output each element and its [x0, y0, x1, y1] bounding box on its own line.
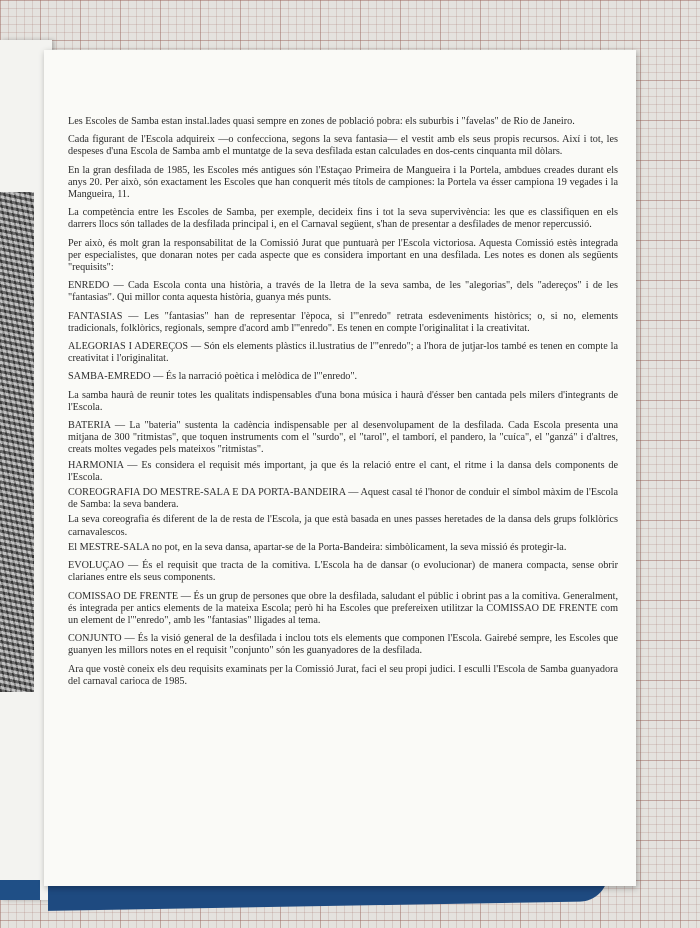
- paragraph: En la gran desfilada de 1985, les Escoles més antigues són l'Estaçao Primeira de Mangueira i la Portela, ambdues creades durant els anys 20. Per això, són exactament les Escoles que han conquerit més títols de campiones: la Portela va ésser campiona 19 vegades i la Mangueira, 11.: [68, 164, 618, 201]
- paragraph: Per això, és molt gran la responsabilitat de la Comissió Jurat que puntuarà per l'Escola victoriosa. Aquesta Comissió estès integrada per especialistes, que donaran notes per cada aspecte que es considera important en una desfilada. Les notes es donen als següents "requisits":: [68, 237, 618, 274]
- requisit-harmonia: HARMONIA — Es considera el requisit més important, ja que és la relació entre el cant, el ritme i la dansa dels components de l'Escola.: [68, 459, 618, 483]
- document-page: [44, 50, 636, 886]
- paragraph: La competència entre les Escoles de Samba, per exemple, decideix fins i tot la seva supervivència: les que es classifiquen en els darrers llocs són tallades de la desfilada principal i, en el Carnaval següent, s'han de presentar a desfilades de menor repercussió.: [68, 207, 618, 231]
- paragraph: La seva coreografia és diferent de la de resta de l'Escola, ja que està basada en unes passes heretades de la dansa dels grups folklòrics carnavalescos.: [68, 514, 618, 538]
- paragraph: Les Escoles de Samba estan instal.lades quasi sempre en zones de població pobra: els suburbis i "favelas" de Rio de Janeiro.: [68, 116, 575, 127]
- paragraph: El MESTRE-SALA no pot, en la seva dansa, apartar-se de la Porta-Bandeira: simbòlicament, la seva missió és protegir-la.: [68, 541, 567, 553]
- left-page-blue-band: [0, 880, 40, 900]
- requisit-samba-emredo: SAMBA-EMREDO — És la narració poètica i melòdica de l'"enredo".: [68, 371, 358, 383]
- requisit-coreografia: COREOGRAFIA DO MESTRE-SALA E DA PORTA-BANDEIRA — Aquest casal té l'honor de conduir el símbol màxim de l'Escola de Samba: la seva bandera.: [68, 487, 618, 511]
- body-text: [68, 116, 618, 694]
- paragraph: La samba haurà de reunir totes les qualitats indispensables d'una bona música i haurà d'ésser ben cantada pels milers d'integrants de l'Escola.: [68, 389, 618, 413]
- paragraph: Cada figurant de l'Escola adquireix —o confecciona, segons la seva fantasia— el vestit amb els seus propis recursos. Així i tot, les despeses d'una Escola de Samba amb el muntatge de la seva desfilada estan calculades en dos-cents cinquanta mil dòlars.: [68, 134, 618, 158]
- requisit-bateria: BATERIA — La "bateria" sustenta la cadència indispensable per al desenvolupament de la desfilada. Cada Escola presenta una mitjana de 300 "ritmistas", que toquen instruments com el "surdo", el "tarol", el tamborí, el pandero, la "cuíca", el "ganzá" i d'altres, creats moltes vegades pels mateixos "ritmistas".: [68, 420, 618, 456]
- requisit-evolucao: EVOLUÇAO — És el requisit que tracta de la comitiva. L'Escola ha de dansar (o evolucionar) de manera compacta, sense obrir clarianes entre els seus components.: [68, 560, 618, 584]
- left-page-photo: [0, 192, 34, 692]
- requisit-fantasias: FANTASIAS — Les "fantasias" han de representar l'època, si l'"enredo" retrata esdeveniments històrics; o, si no, elements tradicionals, folklòrics, regionals, sempre d'acord amb l'"enredo". Es tenen en compte l'originalitat i la creativitat.: [68, 310, 618, 334]
- requisit-conjunto: CONJUNTO — És la visió general de la desfilada i inclou tots els elements que componen l'Escola. Gairebé sempre, les Escoles que guanyen les millors notes en el requisit "conjunto" són les guanyadores de la desfilada.: [68, 633, 618, 657]
- requisit-enredo: ENREDO — Cada Escola conta una història, a través de la lletra de la seva samba, de les "alegorias", dels "adereços" i de les "fantasias". Qui millor conta aquesta història, guanya més punts.: [68, 280, 618, 304]
- closing-paragraph: Ara que vostè coneix els deu requisits examinats per la Comissió Jurat, faci el seu propi judici. I esculli l'Escola de Samba guanyadora del carnaval carioca de 1985.: [68, 663, 618, 687]
- requisit-comissao-de-frente: COMISSAO DE FRENTE — És un grup de persones que obre la desfilada, saludant el públic i obrint pas a la comitiva. Generalment, és integrada per antics elements de la mateixa Escola; però hi ha Escoles que prefereixen utilitzar la COMISSAO DE FRENTE com un element de l'"enredo", amb les "fantasias" lligades al tema.: [68, 590, 618, 626]
- requisit-alegorias: ALEGORIAS I ADEREÇOS — Són els elements plàstics il.lustratius de l'"enredo"; a l'hora de jutjar-los també es tenen en compte la creativitat i l'originalitat.: [68, 341, 618, 365]
